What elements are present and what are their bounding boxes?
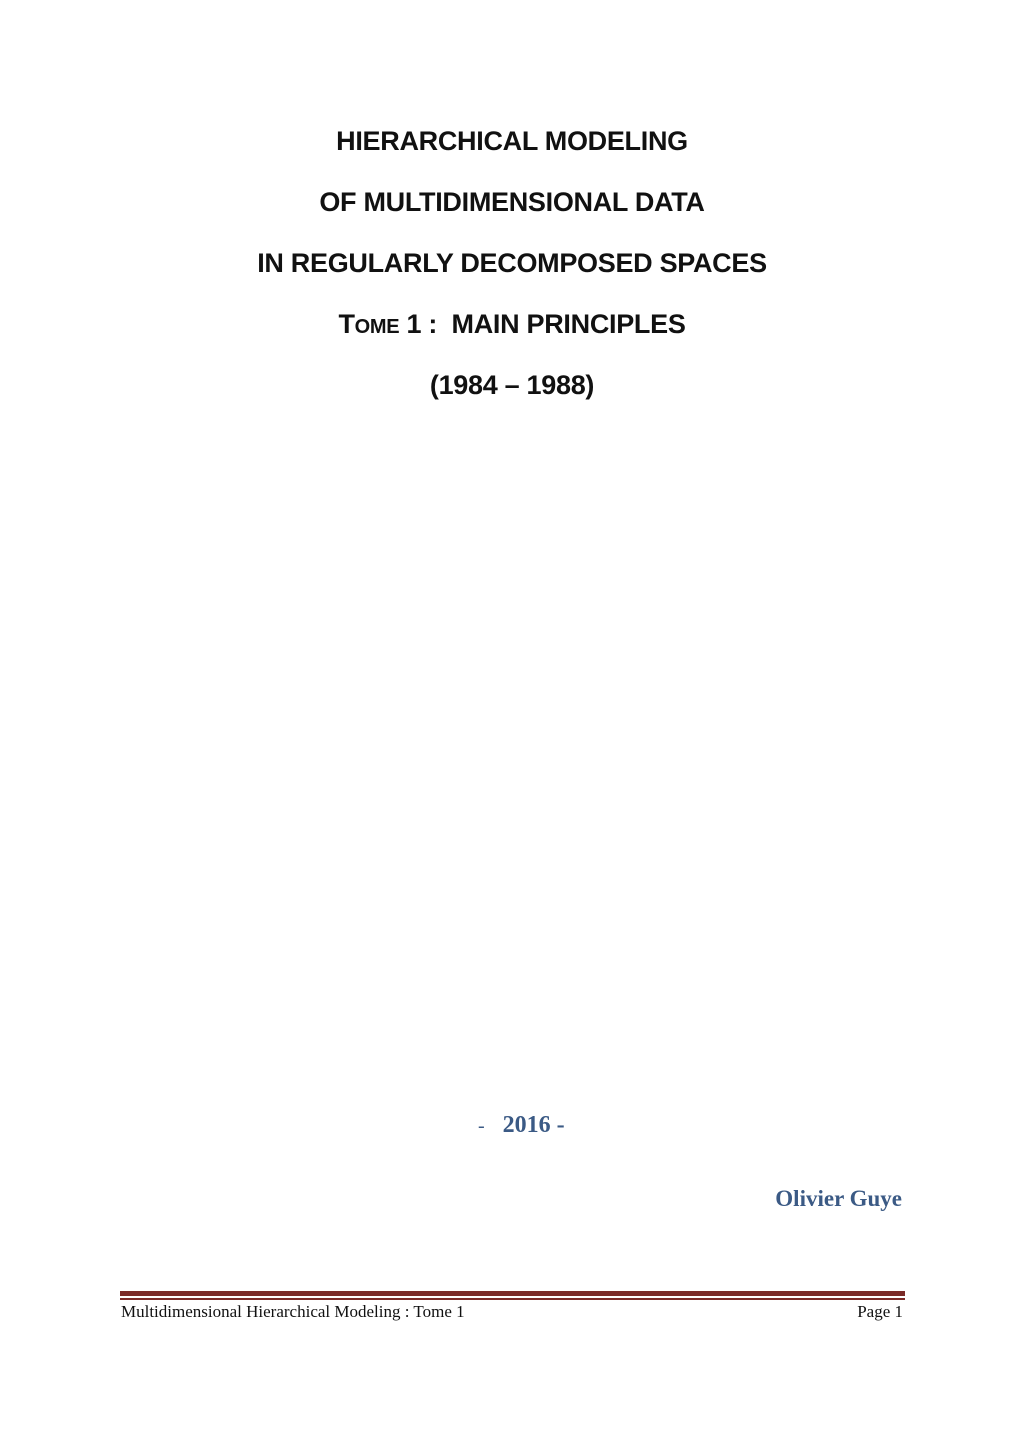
tome-first-letter: T bbox=[338, 309, 355, 339]
footer-title: Multidimensional Hierarchical Modeling : Tome 1 bbox=[121, 1302, 465, 1321]
title-line-3: IN REGULARLY DECOMPOSED SPACES bbox=[257, 248, 767, 278]
footer-rule-thick bbox=[120, 1291, 905, 1296]
document-title bbox=[0, 118, 1024, 423]
footer-rule-thin bbox=[120, 1298, 905, 1300]
year-dash: - bbox=[478, 1115, 485, 1137]
publication-year bbox=[478, 1112, 565, 1139]
year-text: 2016 - bbox=[502, 1112, 565, 1138]
tome-small-caps: OME bbox=[354, 316, 400, 338]
author-name: Olivier Guye bbox=[775, 1186, 902, 1211]
tome-text: 1 : MAIN PRINCIPLES bbox=[399, 309, 686, 339]
title-line-1: HIERARCHICAL MODELING bbox=[336, 126, 688, 156]
title-years: (1984 – 1988) bbox=[429, 370, 595, 400]
title-line-2: OF MULTIDIMENSIONAL DATA bbox=[319, 187, 705, 217]
page-footer bbox=[121, 1302, 903, 1322]
tome-heading bbox=[0, 301, 1024, 362]
page-number: Page 1 bbox=[857, 1302, 903, 1321]
